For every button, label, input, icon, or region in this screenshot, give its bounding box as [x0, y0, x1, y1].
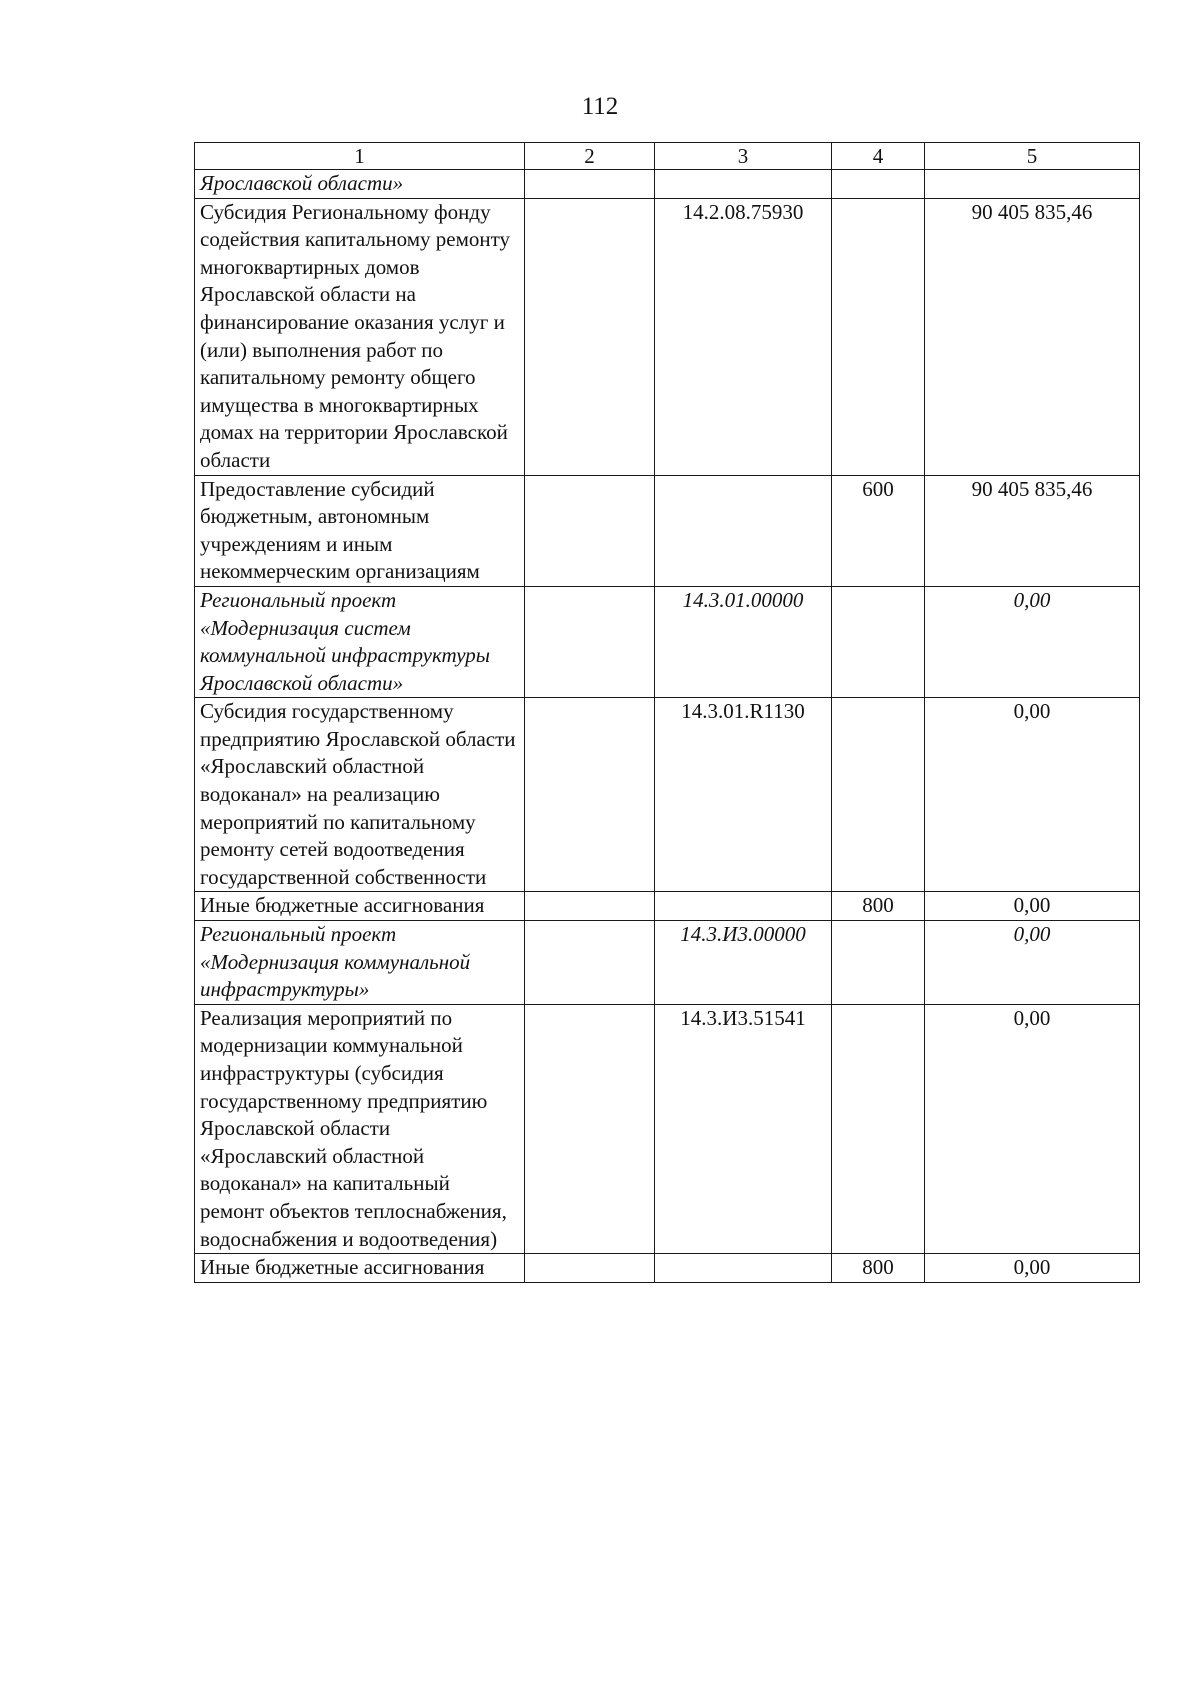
amount: 90 405 835,46: [925, 475, 1140, 586]
column-header-2: 2: [525, 143, 655, 170]
table-row: [195, 198, 1140, 475]
budget-code: 14.2.08.75930: [655, 198, 832, 475]
budget-table: [194, 142, 1140, 1283]
budget-code: [655, 892, 832, 921]
page-number: 112: [581, 93, 619, 120]
column-2-cell: [525, 170, 655, 199]
budget-code: 14.3.01.00000: [655, 586, 832, 697]
table-row: [195, 1254, 1140, 1283]
budget-code: 14.3.И3.51541: [655, 1004, 832, 1253]
amount: 0,00: [925, 1254, 1140, 1283]
table-row: [195, 892, 1140, 921]
expense-type: [832, 170, 925, 199]
column-2-cell: [525, 475, 655, 586]
expense-type: [832, 586, 925, 697]
item-description: Иные бюджетные ассигнования: [195, 892, 525, 921]
budget-code: 14.3.01.R1130: [655, 698, 832, 892]
amount: [925, 170, 1140, 199]
expense-type: [832, 921, 925, 1005]
column-2-cell: [525, 1004, 655, 1253]
table-row: [195, 698, 1140, 892]
column-2-cell: [525, 892, 655, 921]
amount: 0,00: [925, 586, 1140, 697]
item-description: Ярославской области»: [195, 170, 525, 199]
item-description: Реализация мероприятий по модернизации коммунальной инфраструктуры (субсидия государственному предприятию Ярославской области «Ярославский областной водоканал» на капитальный ремонт объектов теплоснабжения, водоснабжения и водоотведения): [195, 1004, 525, 1253]
amount: 0,00: [925, 892, 1140, 921]
amount: 0,00: [925, 1004, 1140, 1253]
column-2-cell: [525, 921, 655, 1005]
column-2-cell: [525, 198, 655, 475]
table-row: [195, 170, 1140, 199]
amount: 0,00: [925, 698, 1140, 892]
table-body: [195, 170, 1140, 1283]
amount: 90 405 835,46: [925, 198, 1140, 475]
amount: 0,00: [925, 921, 1140, 1005]
item-description: Субсидия государственному предприятию Ярославской области «Ярославский областной водоканал» на реализацию мероприятий по капитальному ремонту сетей водоотведения государственной собственности: [195, 698, 525, 892]
column-header-5: 5: [925, 143, 1140, 170]
expense-type: 800: [832, 1254, 925, 1283]
budget-code: [655, 1254, 832, 1283]
column-2-cell: [525, 698, 655, 892]
expense-type: [832, 1004, 925, 1253]
table-header-row: [195, 143, 1140, 170]
expense-type: [832, 198, 925, 475]
column-header-1: 1: [195, 143, 525, 170]
budget-code: [655, 475, 832, 586]
expense-type: [832, 698, 925, 892]
table-row: [195, 921, 1140, 1005]
item-description: Региональный проект «Модернизация систем коммунальной инфраструктуры Ярославской области»: [195, 586, 525, 697]
budget-code: 14.3.И3.00000: [655, 921, 832, 1005]
column-2-cell: [525, 1254, 655, 1283]
item-description: Региональный проект «Модернизация коммунальной инфраструктуры»: [195, 921, 525, 1005]
table-row: [195, 475, 1140, 586]
column-header-4: 4: [832, 143, 925, 170]
column-header-3: 3: [655, 143, 832, 170]
item-description: Иные бюджетные ассигнования: [195, 1254, 525, 1283]
column-2-cell: [525, 586, 655, 697]
table-row: [195, 586, 1140, 697]
expense-type: 800: [832, 892, 925, 921]
table-row: [195, 1004, 1140, 1253]
item-description: Субсидия Региональному фонду содействия капитальному ремонту многоквартирных домов Ярославской области на финансирование оказания услуг и (или) выполнения работ по капитальному ремонту общего имущества в многоквартирных домах на территории Ярославской области: [195, 198, 525, 475]
item-description: Предоставление субсидий бюджетным, автономным учреждениям и иным некоммерческим организациям: [195, 475, 525, 586]
expense-type: 600: [832, 475, 925, 586]
budget-code: [655, 170, 832, 199]
